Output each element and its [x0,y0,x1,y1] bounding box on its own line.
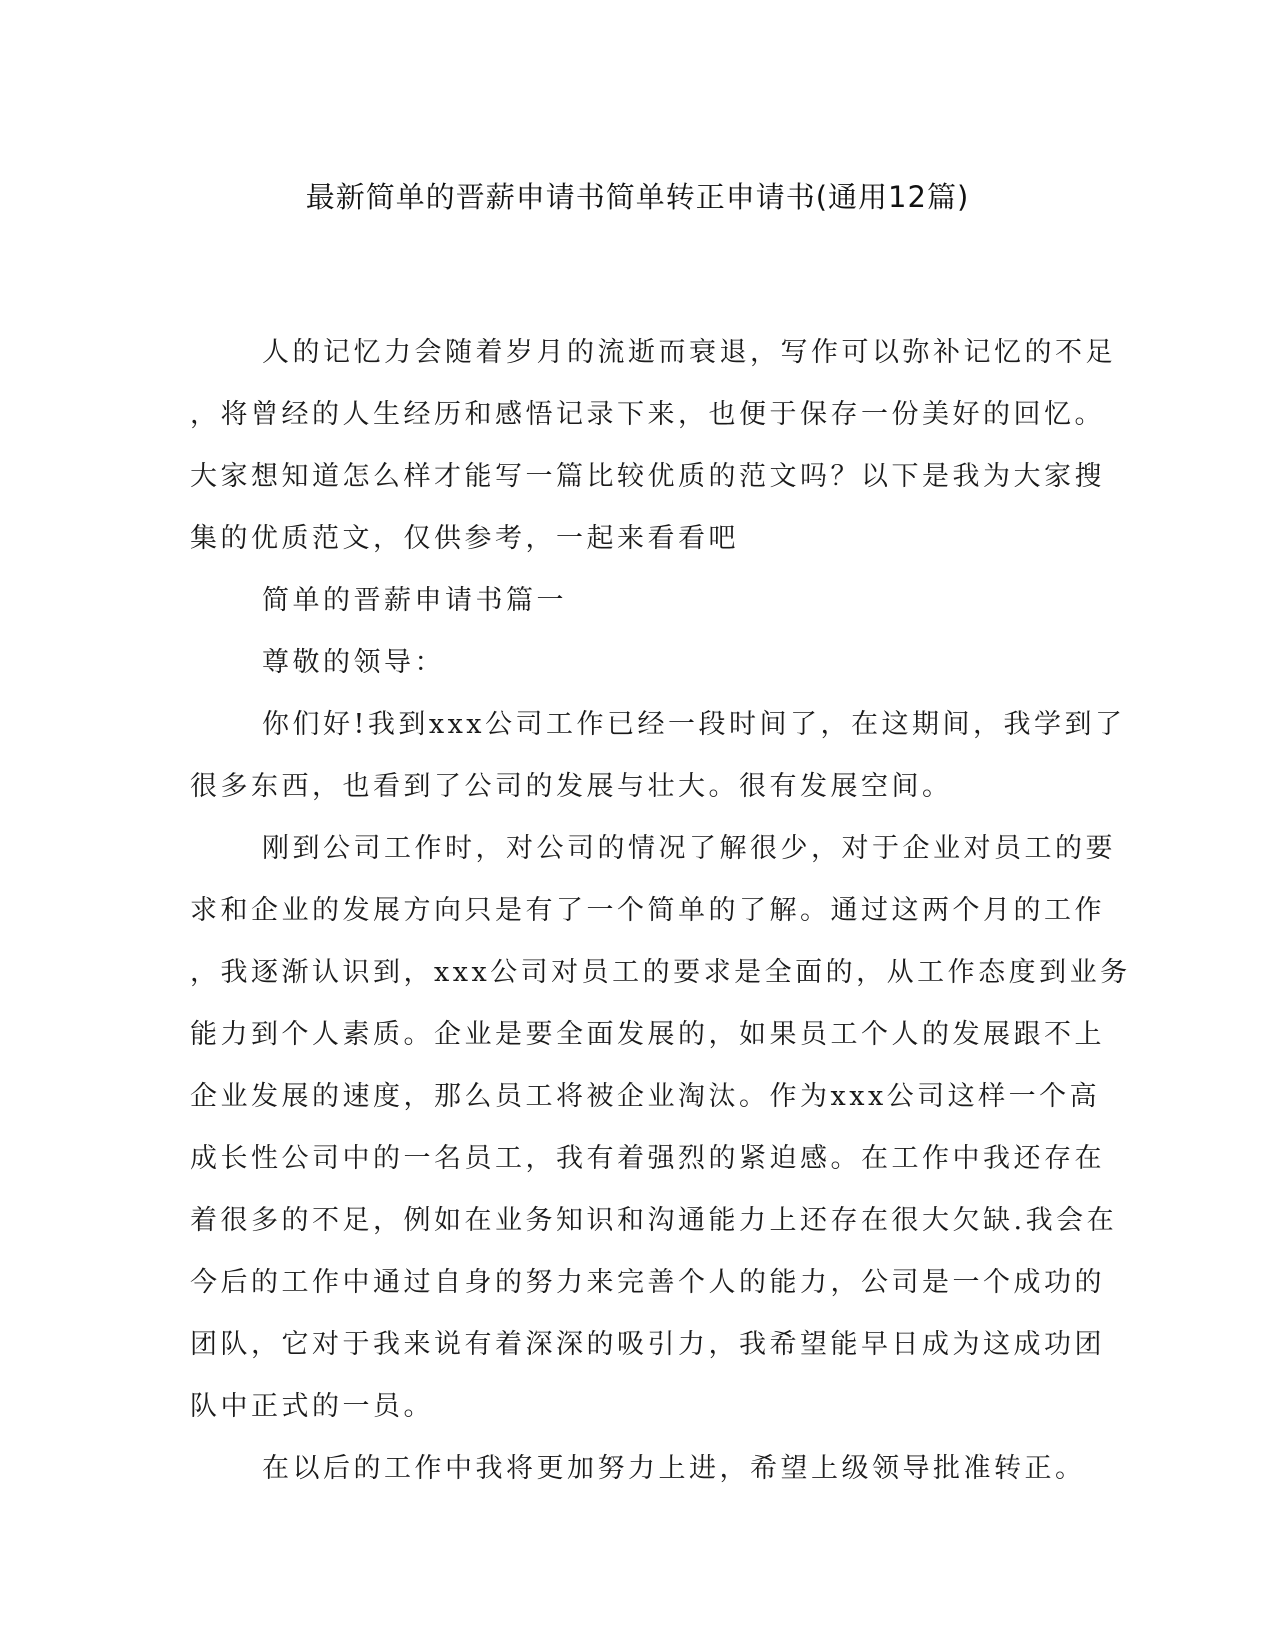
salutation: 尊敬的领导： [262,647,445,678]
paragraph-main-line-1: 刚到公司工作时，对公司的情况了解很少，对于企业对员工的要 [262,833,1116,864]
paragraph-intro-line-4: 集的优质范文，仅供参考，一起来看看吧 [190,523,739,554]
paragraph-main-line-10: 队中正式的一员。 [190,1391,434,1422]
document-body [190,322,1131,1500]
paragraph-intro-line-1: 人的记忆力会随着岁月的流逝而衰退，写作可以弥补记忆的不足 [262,337,1116,368]
paragraph-main-line-6: 成长性公司中的一名员工，我有着强烈的紧迫感。在工作中我还存在 [190,1143,1105,1174]
paragraph-main-line-2: 求和企业的发展方向只是有了一个简单的了解。通过这两个月的工作 [190,895,1105,926]
paragraph-main-line-8: 今后的工作中通过自身的努力来完善个人的能力，公司是一个成功的 [190,1267,1105,1298]
paragraph-main-line-9: 团队，它对于我来说有着深深的吸引力，我希望能早日成为这成功团 [190,1329,1105,1360]
paragraph-greeting-line-2: 很多东西，也看到了公司的发展与壮大。很有发展空间。 [190,771,953,802]
paragraph-greeting-line-1: 你们好!我到xxx公司工作已经一段时间了，在这期间，我学到了 [262,709,1126,740]
paragraph-closing: 在以后的工作中我将更加努力上进，希望上级领导批准转正。 [262,1453,1086,1484]
paragraph-main-line-4: 能力到个人素质。企业是要全面发展的，如果员工个人的发展跟不上 [190,1019,1105,1050]
paragraph-intro-line-3: 大家想知道怎么样才能写一篇比较优质的范文吗？以下是我为大家搜 [190,461,1105,492]
paragraph-main-line-3: ，我逐渐认识到，xxx公司对员工的要求是全面的，从工作态度到业务 [190,957,1131,988]
paragraph-main-line-5: 企业发展的速度，那么员工将被企业淘汰。作为xxx公司这样一个高 [190,1081,1101,1112]
paragraph-main-line-7: 着很多的不足，例如在业务知识和沟通能力上还存在很大欠缺.我会在 [190,1205,1118,1236]
paragraph-intro-line-2: ，将曾经的人生经历和感悟记录下来，也便于保存一份美好的回忆。 [190,399,1105,430]
section-heading: 简单的晋薪申请书篇一 [262,585,567,616]
document-title: 最新简单的晋薪申请书简单转正申请书(通用12篇) [305,180,970,214]
